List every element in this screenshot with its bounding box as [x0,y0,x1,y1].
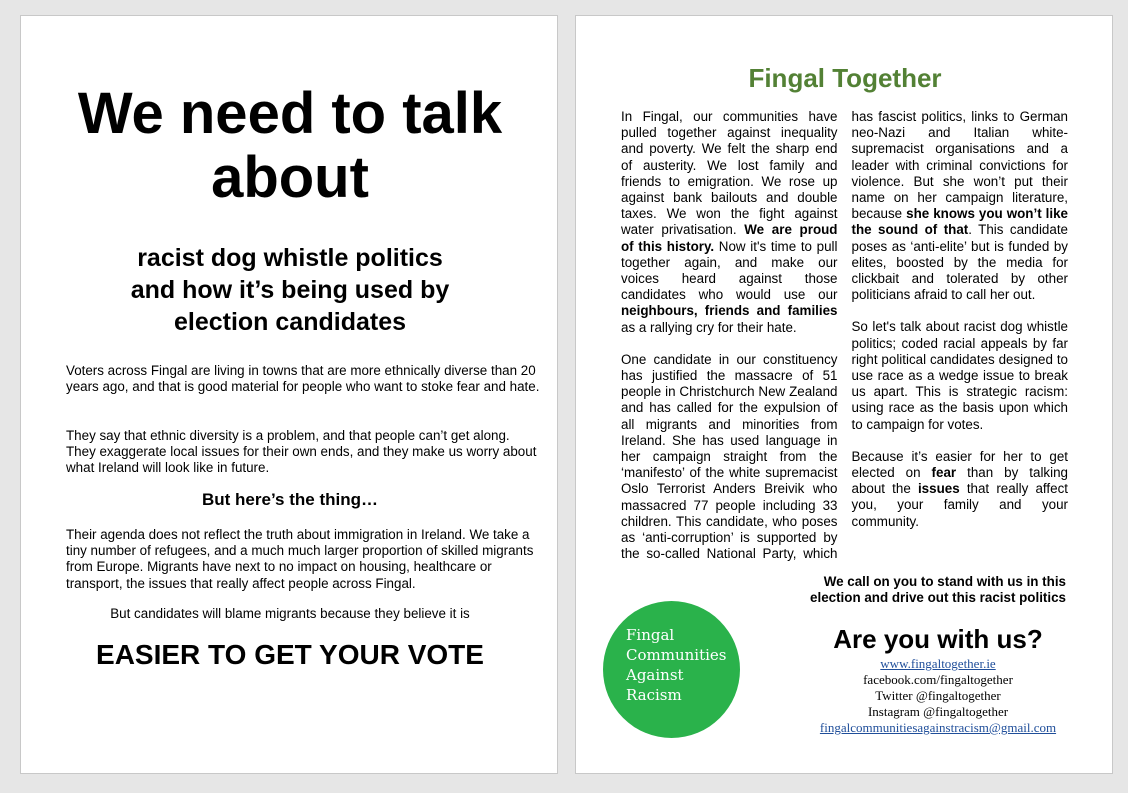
body-columns [621,109,1068,564]
agenda-paragraph: Their agenda does not reflect the truth about immigration in Ireland. We take a tiny number of refugees, and a much much larger proportion of skilled migrants from Europe. Migrants have next to no impact on housing, healthcare or transport, the issues that really affect people across Fingal. [66,527,534,591]
section-heading: But here’s the thing… [202,490,378,509]
bold-text: fear [931,465,957,481]
bold-text: neighbours, friends and families [621,303,838,319]
blame-paragraph: But candidates will blame migrants because they believe it is [110,606,470,621]
bold-text: she knows you won’t like the sound of that [851,206,1068,238]
sub-headline-line: election candidates [173,308,407,336]
call-to-action-line: We call on you to stand with us in this [823,574,1066,589]
text-run: than by talking about the [851,465,1068,497]
dog-whistle-paragraph: So let's talk about racist dog whistle politics; coded racial appeals by far right political candidates designed to use race as a wedge issue to break us apart. This is strategic racism: using race as the basis upon which to campaign for votes. [851,319,1068,432]
logo-line: Against [626,666,684,684]
logo-text [626,625,736,705]
sub-headline [21,242,559,338]
call-to-action-line: election and drive out this racist politics [810,590,1066,606]
are-you-with-us-heading: Are you with us? [833,624,1043,654]
contact-list [798,656,1078,736]
text-run: Because it’s easier for her to get elected on [851,448,1068,481]
fingal-communities-logo [603,601,740,738]
instagram-handle: Instagram @fingaltogether [867,704,1009,719]
bold-text: issues [917,481,960,497]
vote-banner: EASIER TO GET YOUR VOTE [96,639,484,670]
email-link[interactable]: fingalcommunitiesagainstracism@gmail.com [819,720,1057,735]
sub-headline-line: and how it’s being used by [130,276,450,304]
bold-text: We are proud of this history. [621,222,838,254]
call-to-action [746,574,1066,606]
fear-paragraph [852,449,1069,530]
twitter-handle: Twitter @fingaltogether [875,688,1001,703]
leaflet-page-left [20,15,558,774]
logo-line: Racism [626,686,682,704]
history-paragraph [621,109,838,336]
main-headline: We need to talk about [77,81,503,210]
fingal-together-title: Fingal Together [748,63,942,93]
diversity-paragraph: They say that ethnic diversity is a problem, and that people can’t get along. They exaggerate local issues for their own ends, and they make us worry about what Ireland will look like in future. [66,428,537,476]
text-run: that really affect you, your family and your community. [851,481,1068,529]
sub-headline-line: racist dog whistle politics [137,244,443,272]
logo-line: Fingal [626,626,675,644]
text-run: as a rallying cry for their hate. [621,319,797,335]
text-run: Now it's time to pull together again, and make our voices heard against those candidates who would use our [621,238,838,303]
text-run: One candidate in our constituency has justified the massacre of 51 people in Christchurch New Zealand and has called for the expulsion of all migrants and minorities from Ireland. She has used language in her campaign straight from the ‘manifesto’ of the white supremacist Oslo Terrorist Anders Breivik who massacred 77 people including 33 children. This candidate, who poses as ‘anti-corruption’ is supported by the so-called National Party, which has fascist politics, links to German neo-Nazi and Italian white-supremacist organisations and a leader with criminal convictions for violence. But she won’t put their name on her campaign literature, because [621,109,1068,562]
text-run: . This candidate poses as ‘anti-elite’ but is funded by elites, boosted by the media for clickbait and tolerated by other politicians afraid to call her out. [851,222,1068,303]
website-link[interactable]: www.fingaltogether.ie [880,656,996,671]
intro-paragraph: Voters across Fingal are living in towns that are more ethnically diverse than 20 years ago, and that is good material for people who want to stoke fear and hate. [66,363,540,395]
facebook-handle: facebook.com/fingaltogether [863,672,1013,687]
logo-line: Communities [626,646,727,664]
leaflet-page-right [575,15,1113,774]
text-run: In Fingal, our communities have pulled together against inequality and poverty. We felt the sharp end of austerity. We lost family and friends to emigration. We rose up against bank bailouts and double taxes. We won the fight against water privatisation. [621,109,838,238]
